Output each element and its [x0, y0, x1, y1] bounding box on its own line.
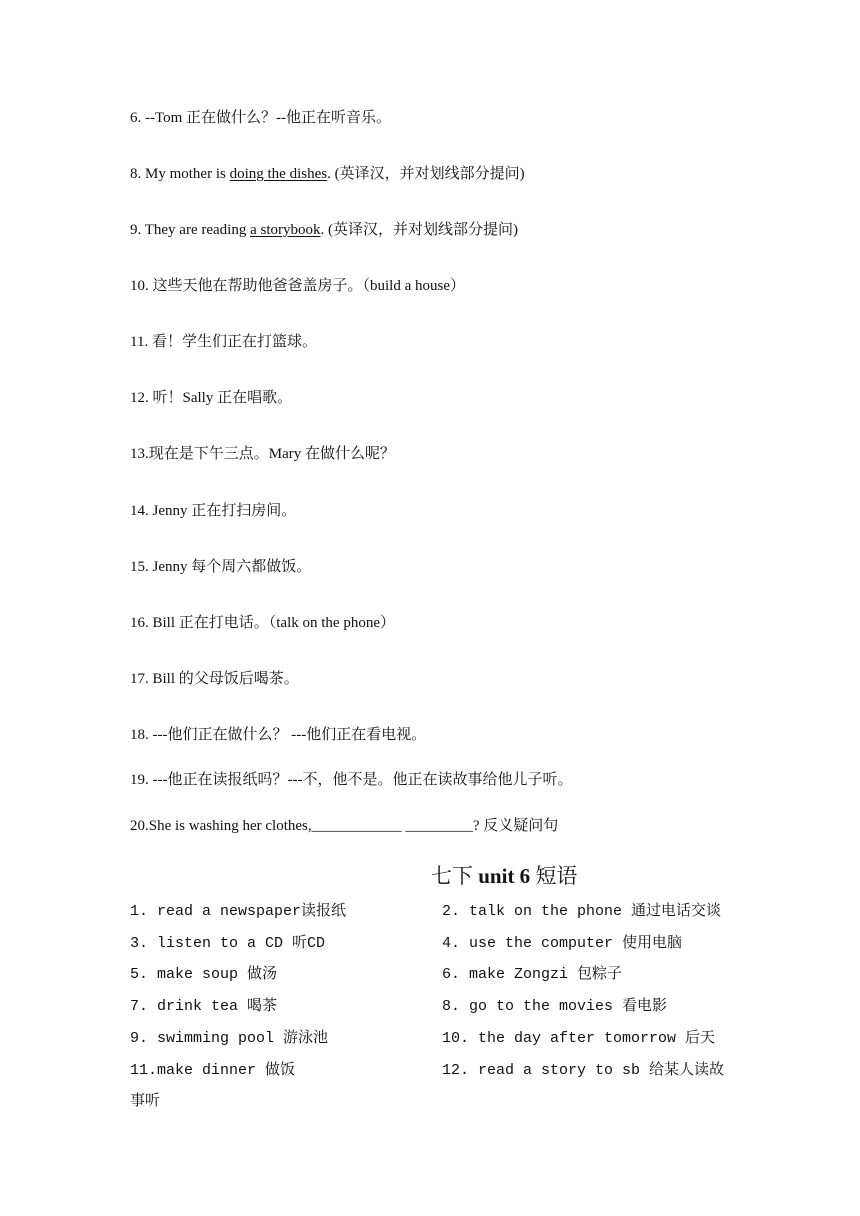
- phrase-1: 1. read a newspaper读报纸: [130, 903, 347, 920]
- heading-unit: unit 6: [478, 864, 531, 888]
- phrase-11: 11.make dinner 做饭: [130, 1062, 296, 1079]
- phrase-7: 7. drink tea 喝茶: [130, 998, 278, 1015]
- phrase-8: 8. go to the movies 看电影: [442, 998, 668, 1015]
- sentence-9-post: . (英译汉，并对划线部分提问): [320, 222, 519, 238]
- sentence-19: 19. ---他正在读报纸吗？---不，他不是。他正在读故事给他儿子听。: [130, 772, 573, 788]
- heading-pre: 七下: [431, 864, 479, 888]
- phrase-12-continuation: 事听: [130, 1091, 161, 1109]
- heading-post: 短语: [530, 864, 578, 888]
- sentence-9: [130, 218, 518, 239]
- phrase-5: 5. make soup 做汤: [130, 966, 278, 983]
- sentence-16: 16. Bill 正在打电话。（talk on the phone）: [130, 615, 395, 631]
- phrase-9: 9. swimming pool 游泳池: [130, 1030, 329, 1047]
- sentence-8-pre: 8. My mother is: [130, 166, 230, 182]
- sentence-14: 14. Jenny 正在打扫房间。: [130, 503, 297, 519]
- phrase-3: 3. listen to a CD 听CD: [130, 935, 326, 952]
- phrase-12: 12. read a story to sb 给某人读故: [442, 1062, 725, 1079]
- sentence-15: 15. Jenny 每个周六都做饭。: [130, 559, 312, 575]
- phrase-2: 2. talk on the phone 通过电话交谈: [442, 903, 722, 920]
- phrase-4: 4. use the computer 使用电脑: [442, 935, 683, 952]
- sentence-13: 13.现在是下午三点。Mary 在做什么呢？: [130, 446, 395, 462]
- sentence-10: 10. 这些天他在帮助他爸爸盖房子。（build a house）: [130, 278, 465, 294]
- sentence-18: 18. ---他们正在做什么？ ---他们正在看电视。: [130, 727, 427, 743]
- sentence-9-underlined: a storybook: [250, 222, 321, 238]
- sentence-8-post: . (英译汉，并对划线部分提问): [327, 166, 525, 182]
- sentence-12: 12. 听！Sally 正在唱歌。: [130, 390, 293, 406]
- sentence-20: 20.She is washing her clothes,____________ _________? 反义疑问句: [130, 818, 559, 834]
- sentence-17: 17. Bill 的父母饭后喝茶。: [130, 671, 299, 687]
- phrase-6: 6. make Zongzi 包粽子: [442, 966, 623, 983]
- sentence-9-pre: 9. They are reading: [130, 222, 251, 238]
- sentence-8-underlined: doing the dishes: [229, 166, 328, 182]
- section-heading: [431, 860, 577, 890]
- sentence-8: [130, 162, 525, 183]
- sentence-6: 6. --Tom 正在做什么？--他正在听音乐。: [130, 110, 392, 126]
- sentence-11: 11. 看！学生们正在打篮球。: [130, 334, 317, 350]
- phrase-10: 10. the day after tomorrow 后天: [442, 1030, 716, 1047]
